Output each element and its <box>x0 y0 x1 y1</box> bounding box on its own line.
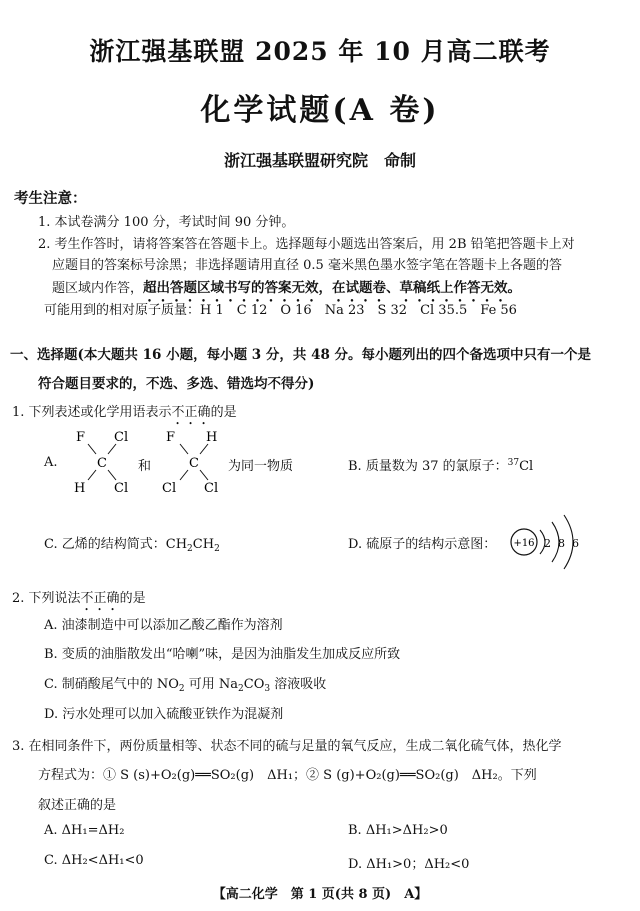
q2-option-c-mid: 可用 Na <box>184 677 239 692</box>
q2-option-d: D. 污水处理可以加入硫酸亚铁作为混凝剂 <box>44 707 284 722</box>
notice-item-1: 1. 本试卷满分 100 分，考试时间 90 分钟。 <box>38 215 295 230</box>
mol1-bottom-left: H <box>74 481 86 496</box>
section-1-heading-line-1: 一、选择题(本大题共 16 小题，每小题 3 分，共 48 分。每小题列出的四个备选项中只有一个是 <box>10 347 592 363</box>
q1-option-b <box>348 455 533 474</box>
mol2-top-right: H <box>206 430 218 445</box>
q1-option-c-sub-1: 2 <box>187 544 193 554</box>
q1-option-c-text-2: CH <box>192 537 215 552</box>
q3-option-a: A. ΔH₁=ΔH₂ <box>44 823 125 838</box>
exam-series-title: 浙江强基联盟 2025 年 10 月高二联考 <box>89 37 551 66</box>
q2-option-a: A. 油漆制造中可以添加乙酸乙酯作为溶剂 <box>44 618 283 633</box>
notice-bold-warning: 超出答题区域书写的答案无效，在试题卷、草稿纸上作答无效。 <box>143 280 522 296</box>
q1-molecule-2 <box>158 426 230 496</box>
q3-stem-line-1: 3. 在相同条件下，两份质量相等、状态不同的硫与足量的氧气反应，生成二氧化硫气体，热化学 <box>12 739 562 754</box>
nucleus-charge: +16 <box>513 538 535 549</box>
notice-line-3-text: 题区域内作答， <box>52 281 144 296</box>
q2-option-c-sub-2: 2 <box>238 684 244 694</box>
q1-option-b-text: B. 质量数为 37 的氯原子： <box>348 459 508 474</box>
q1-stem-pre: 1. 下列表述或化学用语表示 <box>12 405 172 420</box>
q1-option-c-sub-2: 2 <box>214 544 220 554</box>
q2-option-c-mid-2: CO <box>243 677 265 692</box>
shell-electrons-1: 2 <box>544 537 551 550</box>
q2-option-c <box>44 673 326 694</box>
atomic-masses: 可能用到的相对原子质量：H 1 C 12 O 16 Na 23 S 32 Cl 35.5 Fe 56 <box>44 303 517 318</box>
q2-stem-post: 的是 <box>119 591 146 606</box>
q3-option-d: D. ΔH₁>0；ΔH₂<0 <box>348 857 470 872</box>
mol1-top-left: F <box>76 430 86 445</box>
q1-option-b-mass-number: 37 <box>507 458 520 468</box>
q1-option-a-suffix: 为同一物质 <box>228 459 294 474</box>
mol2-center: C <box>189 456 199 471</box>
exam-subject-title: 化学试题(A 卷) <box>200 93 440 128</box>
q2-option-c-sub-1: 2 <box>178 684 185 694</box>
q2-option-c-sub-3: 3 <box>264 684 271 694</box>
q2-stem-emphasis: 不正确 <box>80 591 120 606</box>
mol2-top-left: F <box>166 430 176 445</box>
q2-stem <box>12 587 146 614</box>
q3-option-c: C. ΔH₂<ΔH₁<0 <box>44 853 144 868</box>
page-footer: 【高二化学 第 1 页(共 8 页) A】 <box>212 887 428 902</box>
q2-option-b: B. 变质的油脂散发出“哈喇”味，是因为油脂发生加成反应所致 <box>44 647 401 662</box>
notice-item-2-line-2: 应题目的答案标号涂黑；非选择题请用直径 0.5 毫米黑色墨水签字笔在答题卡上各题的答 <box>52 258 562 273</box>
q1-option-b-symbol: Cl <box>519 459 534 474</box>
q1-option-d-text: D. 硫原子的结构示意图： <box>348 537 497 552</box>
q2-option-c-post: 溶液吸收 <box>270 677 327 692</box>
q1-molecule-1 <box>66 426 136 496</box>
shell-electrons-3: 6 <box>572 537 579 550</box>
notice-item-2-line-1: 2. 考生作答时，请将答案答在答题卡上。选择题每小题选出答案后，用 2B 铅笔把答题卡上对 <box>38 237 575 252</box>
q1-option-a-label: A. <box>44 455 58 470</box>
sulfur-atom-diagram <box>508 512 588 572</box>
shell-electrons-2: 8 <box>558 537 565 550</box>
mol2-bottom-left: Cl <box>162 481 177 496</box>
q2-option-c-pre: C. 制硝酸尾气中的 NO <box>44 677 179 692</box>
q3-stem-line-3: 叙述正确的是 <box>38 798 117 813</box>
exam-maker: 浙江强基联盟研究院 命制 <box>223 151 416 170</box>
mol1-top-right: Cl <box>114 430 129 445</box>
notice-heading: 考生注意： <box>14 190 87 207</box>
q3-stem-line-2: 方程式为：① S (s)+O₂(g)══SO₂(g) ΔH₁；② S (g)+O₂(g)══SO₂(g) ΔH₂。下列 <box>38 768 537 783</box>
q1-option-a-and: 和 <box>138 459 152 474</box>
q1-stem-post: 的是 <box>210 405 237 420</box>
q2-stem-pre: 2. 下列说法 <box>12 591 81 606</box>
q1-option-c <box>44 533 220 554</box>
mol2-bottom-right: Cl <box>204 481 219 496</box>
q3-option-b: B. ΔH₁>ΔH₂>0 <box>348 823 448 838</box>
mol1-center: C <box>97 456 107 471</box>
section-1-heading-line-2: 符合题目要求的，不选、多选、错选均不得分) <box>38 376 315 392</box>
q1-stem <box>12 401 237 428</box>
mol1-bottom-right: Cl <box>114 481 129 496</box>
q1-stem-emphasis: 不正确 <box>171 405 211 420</box>
q1-option-c-text: C. 乙烯的结构简式：CH <box>44 537 188 552</box>
